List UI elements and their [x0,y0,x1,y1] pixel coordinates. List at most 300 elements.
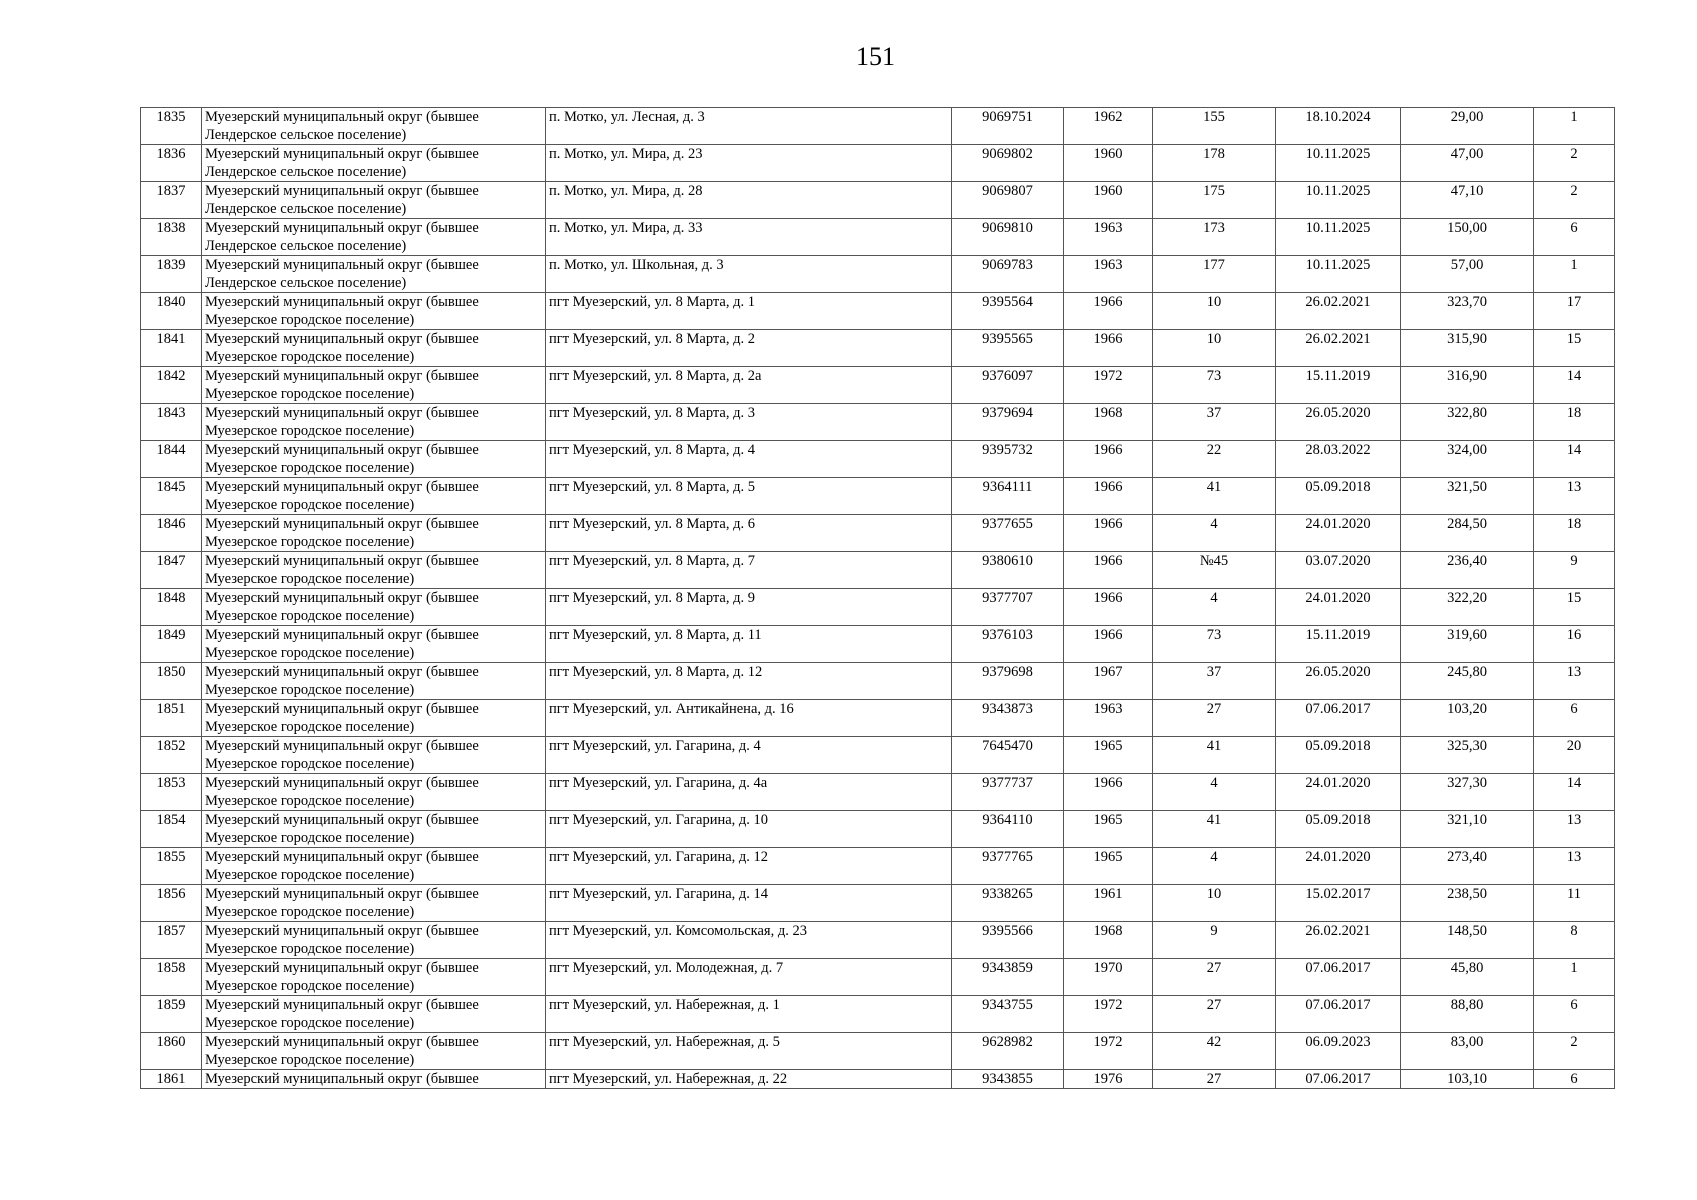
municipality-cell [202,996,546,1033]
object-id-cell: 9379694 [952,404,1064,441]
municipality-line: Муезерское городское поселение) [205,460,415,476]
municipality-cell [202,478,546,515]
municipality-line: Муезерский муниципальный округ (бывшее [205,331,479,347]
municipality-cell [202,848,546,885]
document-number-cell: 27 [1153,700,1276,737]
municipality-line: Муезерское городское поселение) [205,941,415,957]
address-cell: пгт Муезерский, ул. Гагарина, д. 10 [546,811,952,848]
area-cell: 325,30 [1401,737,1534,774]
count-cell: 9 [1534,552,1615,589]
row-number: 1851 [141,700,202,737]
address-cell: пгт Муезерский, ул. Гагарина, д. 14 [546,885,952,922]
municipality-cell [202,552,546,589]
document-date-cell: 06.09.2023 [1276,1033,1401,1070]
document-date-cell: 05.09.2018 [1276,811,1401,848]
document-date-cell: 24.01.2020 [1276,774,1401,811]
document-date-cell: 24.01.2020 [1276,848,1401,885]
object-id-cell: 9376103 [952,626,1064,663]
municipality-line: Муезерский муниципальный округ (бывшее [205,960,479,976]
address-cell: пгт Муезерский, ул. Набережная, д. 1 [546,996,952,1033]
municipality-cell [202,774,546,811]
document-number-cell: 175 [1153,182,1276,219]
area-cell: 322,20 [1401,589,1534,626]
object-id-cell: 9380610 [952,552,1064,589]
build-year-cell: 1970 [1064,959,1153,996]
municipality-cell [202,663,546,700]
area-cell: 323,70 [1401,293,1534,330]
object-id-cell: 9377707 [952,589,1064,626]
object-id-cell: 9364111 [952,478,1064,515]
municipality-line: Муезерское городское поселение) [205,682,415,698]
document-date-cell: 07.06.2017 [1276,700,1401,737]
municipality-line: Муезерский муниципальный округ (бывшее [205,886,479,902]
document-number-cell: 10 [1153,330,1276,367]
municipality-line: Лендерское сельское поселение) [205,275,407,291]
municipality-line: Муезерский муниципальный округ (бывшее [205,701,479,717]
table-row [141,811,1615,848]
table-row [141,1033,1615,1070]
municipality-line: Муезерский муниципальный округ (бывшее [205,405,479,421]
registry-table [140,107,1615,1089]
object-id-cell: 9343859 [952,959,1064,996]
table-row [141,922,1615,959]
document-number-cell: 4 [1153,848,1276,885]
build-year-cell: 1961 [1064,885,1153,922]
object-id-cell: 9377655 [952,515,1064,552]
object-id-cell: 9395566 [952,922,1064,959]
document-date-cell: 10.11.2025 [1276,145,1401,182]
municipality-line: Муезерский муниципальный округ (бывшее [205,146,479,162]
document-date-cell: 07.06.2017 [1276,996,1401,1033]
table-row [141,774,1615,811]
count-cell: 18 [1534,404,1615,441]
table-row [141,552,1615,589]
table-row [141,367,1615,404]
municipality-line: Муезерский муниципальный округ (бывшее [205,109,479,125]
address-cell: п. Мотко, ул. Мира, д. 28 [546,182,952,219]
document-number-cell: 4 [1153,589,1276,626]
count-cell: 15 [1534,589,1615,626]
document-number-cell: №45 [1153,552,1276,589]
municipality-line: Муезерское городское поселение) [205,312,415,328]
row-number: 1850 [141,663,202,700]
municipality-cell [202,108,546,145]
document-number-cell: 27 [1153,1070,1276,1089]
document-date-cell: 05.09.2018 [1276,478,1401,515]
address-cell: пгт Муезерский, ул. 8 Марта, д. 12 [546,663,952,700]
area-cell: 47,00 [1401,145,1534,182]
build-year-cell: 1976 [1064,1070,1153,1089]
area-cell: 29,00 [1401,108,1534,145]
count-cell: 14 [1534,367,1615,404]
document-date-cell: 26.05.2020 [1276,404,1401,441]
build-year-cell: 1965 [1064,737,1153,774]
area-cell: 83,00 [1401,1033,1534,1070]
municipality-line: Муезерский муниципальный округ (бывшее [205,738,479,754]
document-number-cell: 22 [1153,441,1276,478]
address-cell: п. Мотко, ул. Школьная, д. 3 [546,256,952,293]
count-cell: 1 [1534,108,1615,145]
municipality-line: Муезерское городское поселение) [205,719,415,735]
municipality-line: Муезерский муниципальный округ (бывшее [205,368,479,384]
table-row [141,256,1615,293]
document-date-cell: 24.01.2020 [1276,589,1401,626]
area-cell: 321,50 [1401,478,1534,515]
build-year-cell: 1960 [1064,145,1153,182]
document-date-cell: 07.06.2017 [1276,959,1401,996]
table-row [141,182,1615,219]
build-year-cell: 1966 [1064,441,1153,478]
object-id-cell: 9379698 [952,663,1064,700]
count-cell: 6 [1534,996,1615,1033]
count-cell: 20 [1534,737,1615,774]
municipality-cell [202,700,546,737]
municipality-cell [202,1070,546,1089]
municipality-line: Муезерский муниципальный округ (бывшее [205,627,479,643]
count-cell: 17 [1534,293,1615,330]
build-year-cell: 1966 [1064,330,1153,367]
count-cell: 2 [1534,1033,1615,1070]
count-cell: 2 [1534,145,1615,182]
count-cell: 13 [1534,848,1615,885]
area-cell: 245,80 [1401,663,1534,700]
municipality-line: Муезерский муниципальный округ (бывшее [205,664,479,680]
municipality-line: Муезерское городское поселение) [205,1015,415,1031]
municipality-line: Муезерское городское поселение) [205,756,415,772]
document-number-cell: 178 [1153,145,1276,182]
area-cell: 88,80 [1401,996,1534,1033]
document-number-cell: 27 [1153,959,1276,996]
area-cell: 316,90 [1401,367,1534,404]
row-number: 1852 [141,737,202,774]
build-year-cell: 1972 [1064,1033,1153,1070]
document-number-cell: 41 [1153,737,1276,774]
municipality-cell [202,330,546,367]
document-number-cell: 41 [1153,811,1276,848]
count-cell: 13 [1534,811,1615,848]
build-year-cell: 1963 [1064,219,1153,256]
row-number: 1841 [141,330,202,367]
table-row [141,589,1615,626]
object-id-cell: 9628982 [952,1033,1064,1070]
address-cell: пгт Муезерский, ул. 8 Марта, д. 2а [546,367,952,404]
row-number: 1836 [141,145,202,182]
municipality-cell [202,737,546,774]
municipality-line: Муезерский муниципальный округ (бывшее [205,849,479,865]
area-cell: 273,40 [1401,848,1534,885]
table-row [141,663,1615,700]
area-cell: 327,30 [1401,774,1534,811]
municipality-line: Муезерское городское поселение) [205,904,415,920]
address-cell: пгт Муезерский, ул. 8 Марта, д. 7 [546,552,952,589]
object-id-cell: 9069783 [952,256,1064,293]
row-number: 1848 [141,589,202,626]
row-number: 1857 [141,922,202,959]
table-row [141,700,1615,737]
table-row [141,293,1615,330]
area-cell: 322,80 [1401,404,1534,441]
count-cell: 6 [1534,700,1615,737]
table-row [141,848,1615,885]
document-number-cell: 9 [1153,922,1276,959]
municipality-line: Муезерское городское поселение) [205,608,415,624]
municipality-cell [202,145,546,182]
row-number: 1839 [141,256,202,293]
address-cell: пгт Муезерский, ул. 8 Марта, д. 9 [546,589,952,626]
document-date-cell: 18.10.2024 [1276,108,1401,145]
count-cell: 13 [1534,478,1615,515]
municipality-line: Муезерский муниципальный округ (бывшее [205,553,479,569]
municipality-cell [202,1033,546,1070]
build-year-cell: 1963 [1064,700,1153,737]
row-number: 1849 [141,626,202,663]
municipality-line: Муезерский муниципальный округ (бывшее [205,923,479,939]
build-year-cell: 1966 [1064,589,1153,626]
area-cell: 45,80 [1401,959,1534,996]
municipality-cell [202,256,546,293]
object-id-cell: 9395564 [952,293,1064,330]
count-cell: 14 [1534,441,1615,478]
count-cell: 2 [1534,182,1615,219]
municipality-cell [202,182,546,219]
table-row [141,219,1615,256]
document-date-cell: 26.02.2021 [1276,922,1401,959]
area-cell: 57,00 [1401,256,1534,293]
municipality-line: Лендерское сельское поселение) [205,238,407,254]
object-id-cell: 9364110 [952,811,1064,848]
document-number-cell: 27 [1153,996,1276,1033]
municipality-line: Муезерский муниципальный округ (бывшее [205,479,479,495]
municipality-cell [202,922,546,959]
document-date-cell: 26.02.2021 [1276,293,1401,330]
municipality-cell [202,293,546,330]
count-cell: 1 [1534,256,1615,293]
area-cell: 236,40 [1401,552,1534,589]
document-number-cell: 4 [1153,774,1276,811]
municipality-line: Муезерский муниципальный округ (бывшее [205,294,479,310]
address-cell: пгт Муезерский, ул. Набережная, д. 5 [546,1033,952,1070]
count-cell: 14 [1534,774,1615,811]
municipality-cell [202,811,546,848]
document-date-cell: 10.11.2025 [1276,219,1401,256]
address-cell: пгт Муезерский, ул. 8 Марта, д. 6 [546,515,952,552]
municipality-line: Лендерское сельское поселение) [205,127,407,143]
table-row [141,478,1615,515]
build-year-cell: 1960 [1064,182,1153,219]
build-year-cell: 1966 [1064,478,1153,515]
municipality-line: Муезерское городское поселение) [205,867,415,883]
municipality-cell [202,219,546,256]
count-cell: 18 [1534,515,1615,552]
document-date-cell: 10.11.2025 [1276,182,1401,219]
row-number: 1859 [141,996,202,1033]
municipality-line: Муезерский муниципальный округ (бывшее [205,590,479,606]
municipality-line: Муезерское городское поселение) [205,497,415,513]
count-cell: 8 [1534,922,1615,959]
municipality-line: Муезерский муниципальный округ (бывшее [205,1034,479,1050]
build-year-cell: 1972 [1064,996,1153,1033]
build-year-cell: 1966 [1064,515,1153,552]
row-number: 1855 [141,848,202,885]
document-date-cell: 15.11.2019 [1276,626,1401,663]
row-number: 1847 [141,552,202,589]
municipality-line: Муезерский муниципальный округ (бывшее [205,775,479,791]
build-year-cell: 1966 [1064,774,1153,811]
row-number: 1854 [141,811,202,848]
address-cell: пгт Муезерский, ул. 8 Марта, д. 2 [546,330,952,367]
object-id-cell: 9377765 [952,848,1064,885]
municipality-line: Муезерское городское поселение) [205,386,415,402]
area-cell: 238,50 [1401,885,1534,922]
document-date-cell: 24.01.2020 [1276,515,1401,552]
object-id-cell: 9338265 [952,885,1064,922]
municipality-cell [202,515,546,552]
build-year-cell: 1965 [1064,848,1153,885]
row-number: 1842 [141,367,202,404]
row-number: 1845 [141,478,202,515]
document-number-cell: 177 [1153,256,1276,293]
municipality-line: Муезерский муниципальный округ (бывшее [205,812,479,828]
build-year-cell: 1967 [1064,663,1153,700]
address-cell: п. Мотко, ул. Мира, д. 23 [546,145,952,182]
build-year-cell: 1963 [1064,256,1153,293]
row-number: 1861 [141,1070,202,1089]
municipality-line: Муезерское городское поселение) [205,793,415,809]
document-number-cell: 4 [1153,515,1276,552]
address-cell: п. Мотко, ул. Мира, д. 33 [546,219,952,256]
table-row [141,108,1615,145]
area-cell: 321,10 [1401,811,1534,848]
row-number: 1844 [141,441,202,478]
area-cell: 284,50 [1401,515,1534,552]
row-number: 1838 [141,219,202,256]
area-cell: 148,50 [1401,922,1534,959]
document-date-cell: 26.05.2020 [1276,663,1401,700]
row-number: 1840 [141,293,202,330]
document-number-cell: 73 [1153,367,1276,404]
municipality-line: Лендерское сельское поселение) [205,164,407,180]
build-year-cell: 1966 [1064,626,1153,663]
municipality-line: Муезерское городское поселение) [205,645,415,661]
address-cell: пгт Муезерский, ул. Молодежная, д. 7 [546,959,952,996]
address-cell: пгт Муезерский, ул. Набережная, д. 22 [546,1070,952,1089]
municipality-cell [202,404,546,441]
build-year-cell: 1962 [1064,108,1153,145]
municipality-line: Муезерское городское поселение) [205,534,415,550]
document-date-cell: 15.02.2017 [1276,885,1401,922]
municipality-line: Муезерский муниципальный округ (бывшее [205,442,479,458]
document-date-cell: 15.11.2019 [1276,367,1401,404]
table-row [141,330,1615,367]
count-cell: 15 [1534,330,1615,367]
document-date-cell: 03.07.2020 [1276,552,1401,589]
row-number: 1860 [141,1033,202,1070]
table-row [141,737,1615,774]
municipality-line: Муезерское городское поселение) [205,978,415,994]
municipality-cell [202,959,546,996]
object-id-cell: 9395732 [952,441,1064,478]
municipality-cell [202,589,546,626]
municipality-cell [202,441,546,478]
municipality-line: Муезерское городское поселение) [205,1052,415,1068]
object-id-cell: 7645470 [952,737,1064,774]
count-cell: 11 [1534,885,1615,922]
area-cell: 103,10 [1401,1070,1534,1089]
object-id-cell: 9343855 [952,1070,1064,1089]
area-cell: 150,00 [1401,219,1534,256]
build-year-cell: 1968 [1064,404,1153,441]
address-cell: пгт Муезерский, ул. Гагарина, д. 4 [546,737,952,774]
address-cell: пгт Муезерский, ул. 8 Марта, д. 1 [546,293,952,330]
object-id-cell: 9395565 [952,330,1064,367]
municipality-line: Муезерский муниципальный округ (бывшее [205,1071,479,1087]
table-row [141,515,1615,552]
area-cell: 47,10 [1401,182,1534,219]
table-row [141,404,1615,441]
municipality-line: Муезерское городское поселение) [205,423,415,439]
object-id-cell: 9376097 [952,367,1064,404]
object-id-cell: 9343755 [952,996,1064,1033]
municipality-line: Муезерский муниципальный округ (бывшее [205,516,479,532]
municipality-line: Муезерское городское поселение) [205,349,415,365]
document-number-cell: 41 [1153,478,1276,515]
municipality-line: Муезерский муниципальный округ (бывшее [205,257,479,273]
address-cell: пгт Муезерский, ул. Комсомольская, д. 23 [546,922,952,959]
document-number-cell: 73 [1153,626,1276,663]
municipality-line: Муезерский муниципальный округ (бывшее [205,997,479,1013]
table-row [141,626,1615,663]
row-number: 1843 [141,404,202,441]
table-row [141,959,1615,996]
address-cell: пгт Муезерский, ул. 8 Марта, д. 11 [546,626,952,663]
build-year-cell: 1972 [1064,367,1153,404]
area-cell: 315,90 [1401,330,1534,367]
municipality-cell [202,367,546,404]
object-id-cell: 9377737 [952,774,1064,811]
document-number-cell: 10 [1153,885,1276,922]
table-row [141,145,1615,182]
document-number-cell: 155 [1153,108,1276,145]
document-number-cell: 42 [1153,1033,1276,1070]
document-number-cell: 37 [1153,404,1276,441]
municipality-line: Муезерский муниципальный округ (бывшее [205,220,479,236]
document-date-cell: 10.11.2025 [1276,256,1401,293]
municipality-cell [202,885,546,922]
address-cell: п. Мотко, ул. Лесная, д. 3 [546,108,952,145]
count-cell: 6 [1534,1070,1615,1089]
municipality-line: Муезерское городское поселение) [205,830,415,846]
count-cell: 6 [1534,219,1615,256]
address-cell: пгт Муезерский, ул. 8 Марта, д. 4 [546,441,952,478]
table-row [141,885,1615,922]
object-id-cell: 9343873 [952,700,1064,737]
document-number-cell: 173 [1153,219,1276,256]
municipality-line: Муезерское городское поселение) [205,571,415,587]
table-body [141,108,1615,1089]
build-year-cell: 1965 [1064,811,1153,848]
area-cell: 319,60 [1401,626,1534,663]
document-date-cell: 28.03.2022 [1276,441,1401,478]
area-cell: 324,00 [1401,441,1534,478]
municipality-cell [202,626,546,663]
object-id-cell: 9069802 [952,145,1064,182]
row-number: 1856 [141,885,202,922]
municipality-line: Лендерское сельское поселение) [205,201,407,217]
address-cell: пгт Муезерский, ул. Гагарина, д. 4а [546,774,952,811]
municipality-line: Муезерский муниципальный округ (бывшее [205,183,479,199]
count-cell: 1 [1534,959,1615,996]
document-number-cell: 37 [1153,663,1276,700]
